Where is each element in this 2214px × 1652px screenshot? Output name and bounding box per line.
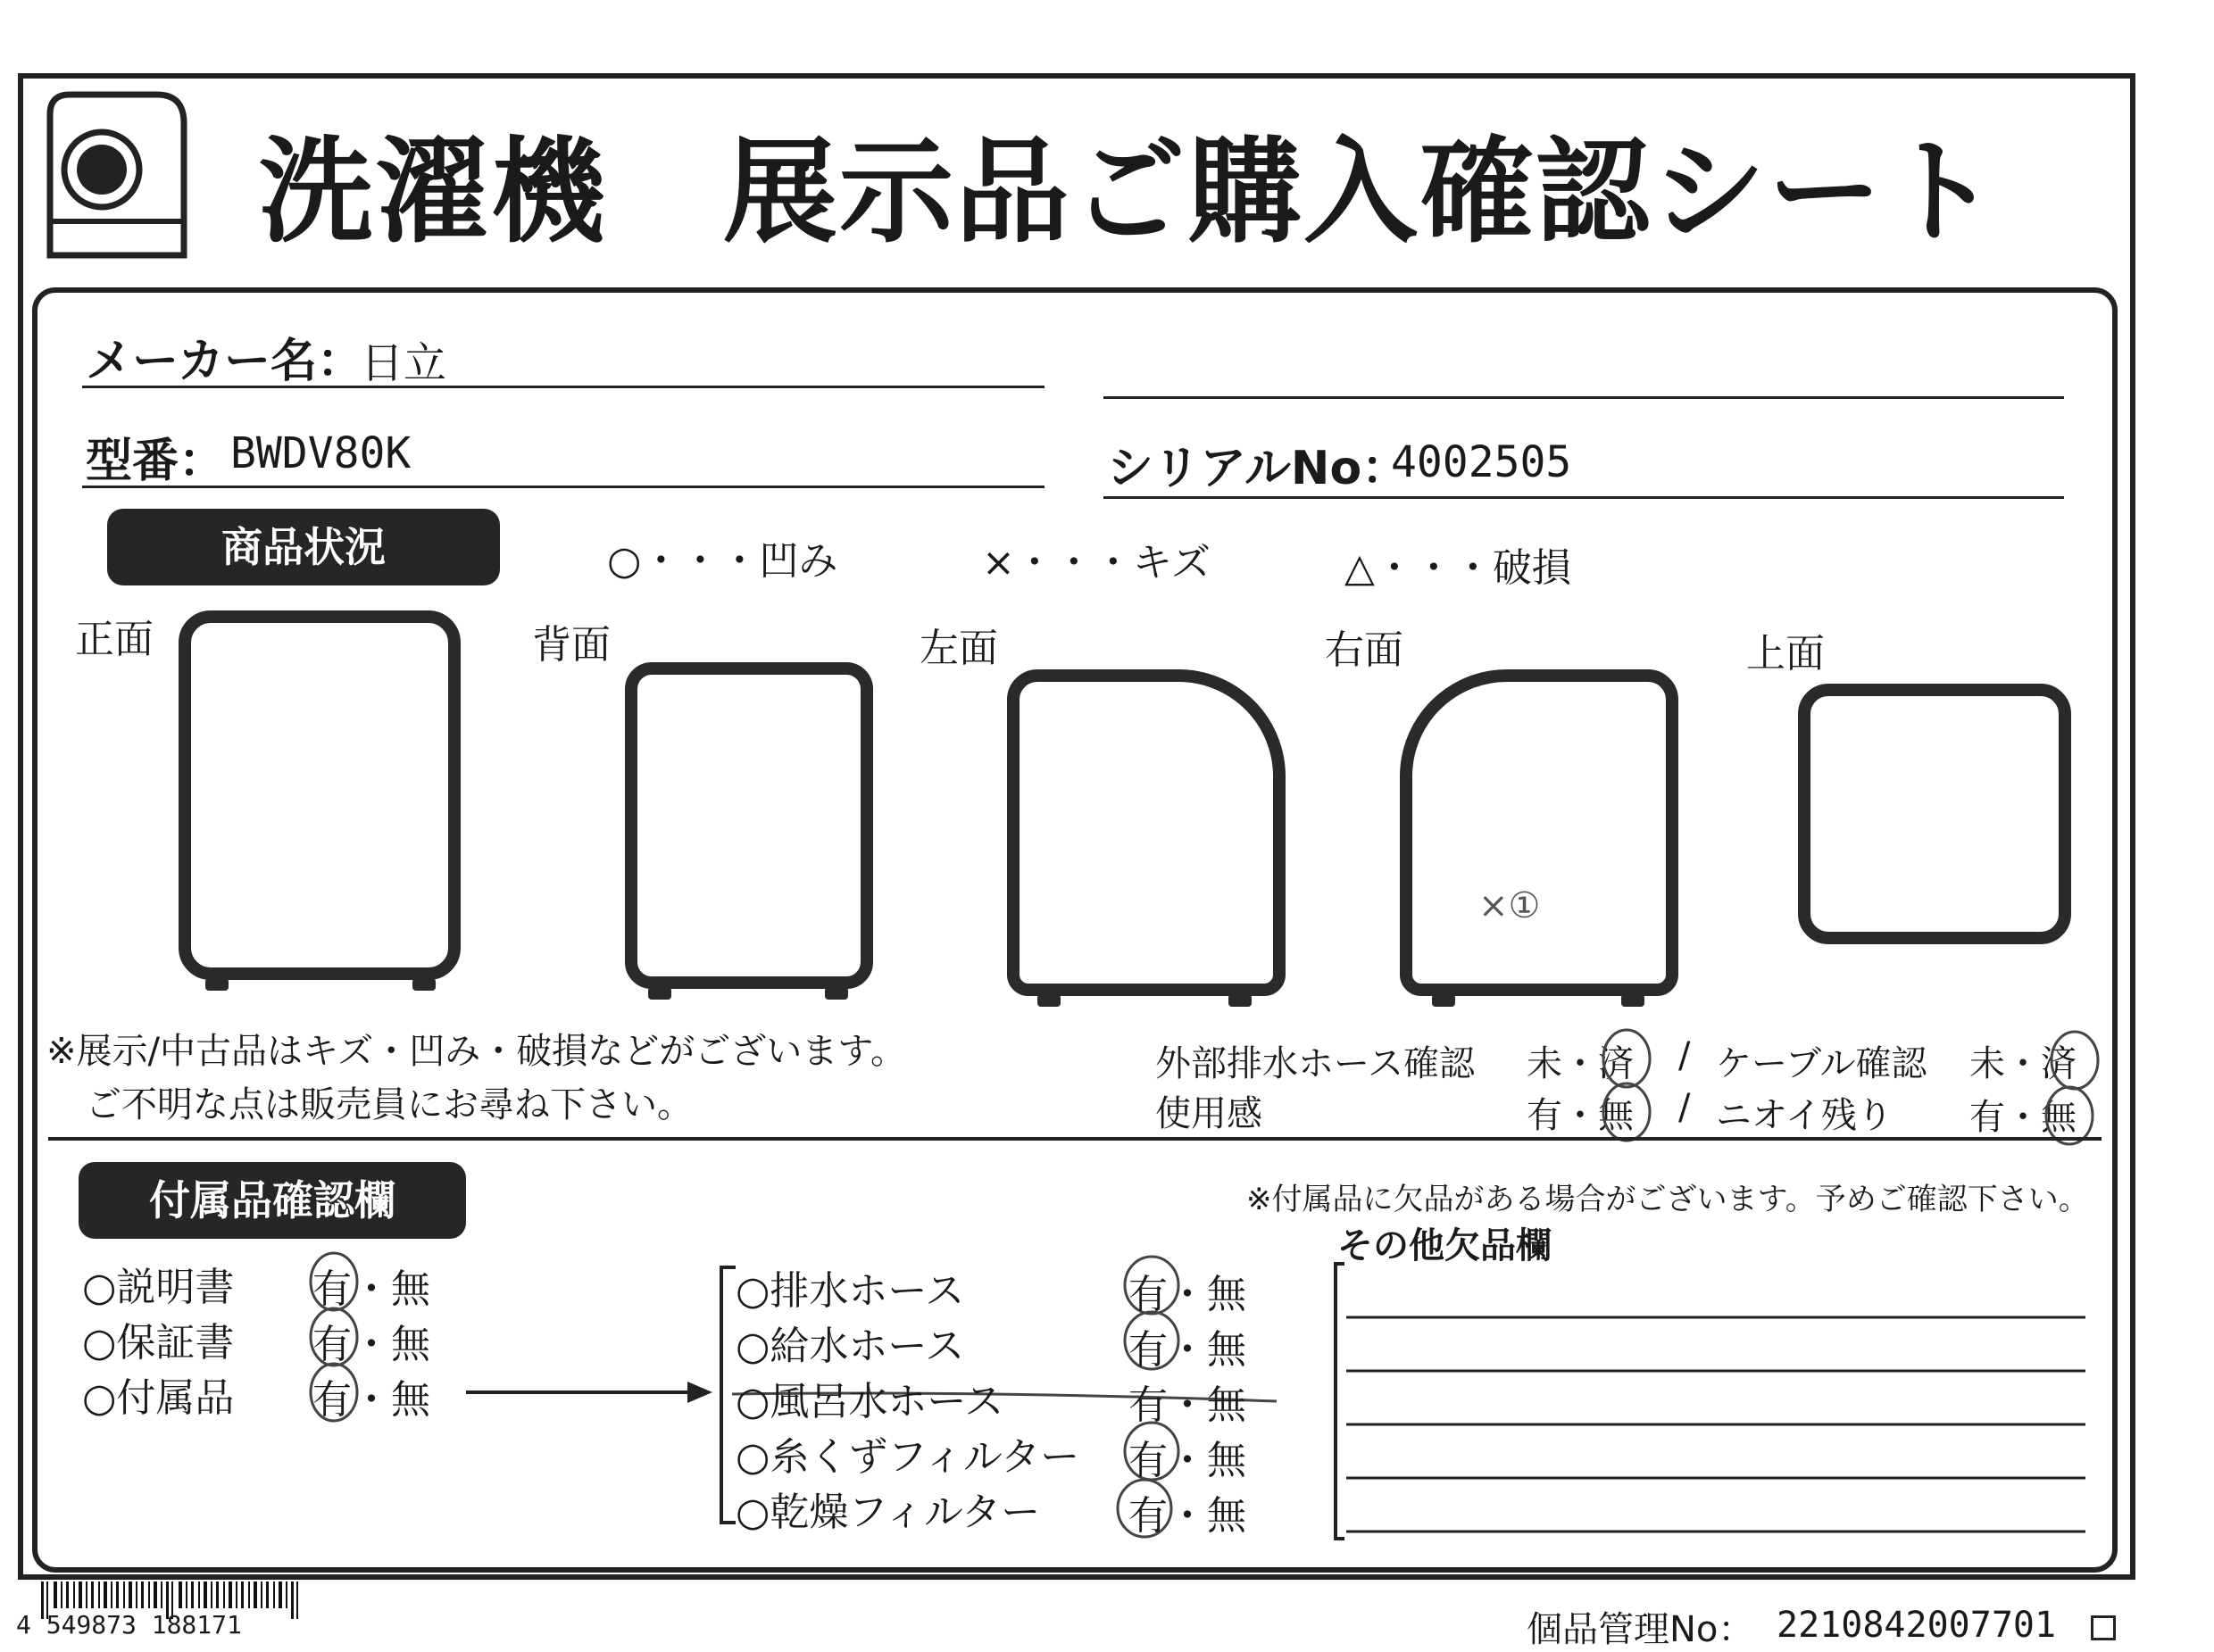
serial-label: シリアルNo：	[1107, 442, 1409, 495]
cable-check-label: ケーブル確認	[1716, 1043, 1927, 1084]
model-label: 型番：	[86, 435, 226, 488]
note-line-2: ご不明な点は販売員にお尋ね下さい。	[86, 1084, 693, 1125]
view-label-right: 右面	[1325, 627, 1403, 673]
legend-dent: ○・・・凹み	[607, 538, 838, 584]
odor-label: ニオイ残り	[1716, 1095, 1893, 1136]
drain-hose-check-label: 外部排水ホース確認	[1155, 1043, 1475, 1084]
check-separator-1: /	[1678, 1035, 1691, 1076]
serial-value: 4002505	[1391, 437, 1572, 487]
item-lint-filter-options: 有・無	[1128, 1438, 1246, 1483]
cable-check-options: 未・済	[1969, 1043, 2077, 1084]
handwritten-damage-mark: ×①	[1478, 885, 1541, 926]
view-label-front: 正面	[75, 617, 154, 662]
management-no-value: 2210842007701	[1777, 1605, 2057, 1646]
maker-label: メーカー名：	[86, 335, 363, 388]
circle-mark-odor-none	[2046, 1087, 2093, 1144]
check-separator-2: /	[1678, 1087, 1691, 1128]
usage-wear-options: 有・無	[1527, 1095, 1634, 1136]
circle-mark-cable-done	[2052, 1032, 2098, 1089]
arrow-right-icon	[464, 1374, 714, 1410]
circle-symbol-icon: ○	[607, 538, 642, 584]
other-missing-lines	[1328, 1260, 2096, 1546]
management-no-label: 個品管理No：	[1527, 1609, 1754, 1650]
model-value: BWDV80K	[230, 428, 412, 478]
page-title: 洗濯機 展示品ご購入確認シート	[259, 126, 2001, 259]
item-manual-label: ○説明書	[82, 1265, 235, 1310]
item-bath-hose-label: ○風呂水ホース	[736, 1379, 1004, 1424]
item-accessory-label: ○付属品	[82, 1375, 235, 1421]
barcode-number: 4 549873 188171	[16, 1610, 242, 1640]
item-accessory-options: 有・無	[312, 1377, 430, 1423]
item-lint-filter-label: ○糸くずフィルター	[736, 1434, 1080, 1480]
item-drain-hose-options: 有・無	[1128, 1272, 1246, 1317]
accessories-header: 付属品確認欄	[79, 1162, 466, 1239]
item-supply-hose-options: 有・無	[1128, 1327, 1246, 1373]
checkbox[interactable]	[2091, 1615, 2116, 1640]
odor-options: 有・無	[1969, 1097, 2077, 1138]
view-label-top: 上面	[1746, 631, 1825, 677]
view-label-left: 左面	[920, 626, 998, 671]
item-warranty-label: ○保証書	[82, 1320, 235, 1366]
note-line-1: ※展示/中古品はキズ・凹み・破損などがございます。	[46, 1031, 906, 1072]
condition-header: 商品状況	[107, 509, 500, 585]
item-supply-hose-label: ○給水ホース	[736, 1324, 965, 1369]
drain-hose-check-options: 未・済	[1527, 1043, 1634, 1084]
item-dry-filter-label: ○乾燥フィルター	[736, 1490, 1041, 1535]
accessories-notice: ※付属品に欠品がある場合がございます。予めご確認下さい。	[1246, 1182, 2089, 1217]
cross-symbol-icon: ×	[982, 540, 1015, 585]
section-divider	[48, 1137, 2102, 1141]
item-warranty-options: 有・無	[312, 1322, 430, 1367]
triangle-symbol-icon: △	[1344, 545, 1375, 591]
item-bath-hose-options: 有・無	[1128, 1382, 1246, 1428]
circle-mark-usage-none	[1603, 1083, 1650, 1141]
legend-damage: △・・・破損	[1344, 545, 1571, 591]
maker-value: 日立	[361, 338, 447, 388]
circle-mark-drain-done	[1603, 1030, 1650, 1087]
usage-wear-label: 使用感	[1155, 1093, 1262, 1134]
item-manual-options: 有・無	[312, 1266, 430, 1312]
other-missing-header: その他欠品欄	[1337, 1225, 1552, 1266]
item-dry-filter-options: 有・無	[1128, 1493, 1246, 1539]
item-drain-hose-label: ○排水ホース	[736, 1268, 965, 1314]
view-label-back: 背面	[532, 622, 611, 668]
legend-scratch: ×・・・キズ	[982, 540, 1211, 585]
